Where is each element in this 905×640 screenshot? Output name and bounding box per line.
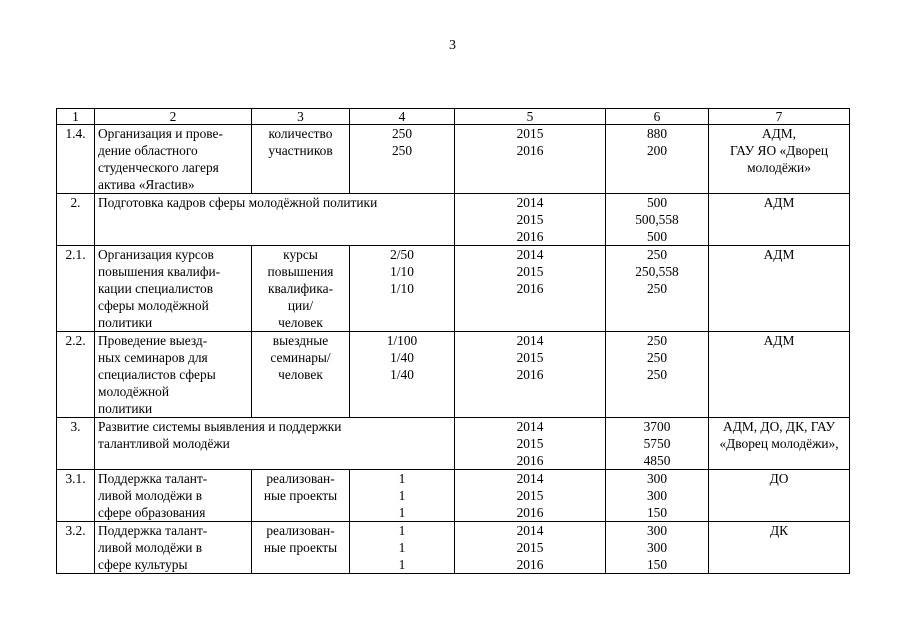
indicator-value-line: 1/40	[390, 367, 414, 382]
activity-name	[95, 194, 455, 246]
funding-amount	[606, 418, 709, 470]
indicator-value	[350, 332, 455, 418]
funding-amount-line: 880	[646, 126, 668, 141]
funding-amount-line: 250	[646, 247, 668, 262]
activity-name-line: ливой молодёжи в	[98, 488, 203, 503]
executor-line: «Дворец молодёжи»,	[719, 436, 839, 451]
indicator-value-line: 1	[398, 523, 406, 538]
indicator-value-line: 1/10	[390, 281, 414, 296]
activity-name-line: Организация курсов	[98, 247, 214, 262]
executor-line: ГАУ ЯО «Дворец	[729, 143, 829, 158]
indicator-line: ные проекты	[263, 488, 338, 503]
executor	[709, 125, 850, 194]
activity-name-line: Организация и прове-	[98, 126, 223, 141]
funding-amount-line: 250	[646, 333, 668, 348]
funding-amount-line: 500,558	[635, 212, 679, 227]
executor	[709, 246, 850, 332]
indicator-line: реализован-	[266, 523, 335, 538]
executor	[709, 194, 850, 246]
activity-name-line: дение областного	[98, 143, 198, 158]
indicator-line: ции/	[287, 298, 314, 313]
item-number: 3.1.	[57, 470, 95, 522]
activity-name-line: специалистов сферы	[98, 367, 216, 382]
funding-amount	[606, 522, 709, 574]
indicator	[252, 470, 350, 522]
year-line: 2016	[516, 505, 544, 520]
indicator-value-line: 1/40	[390, 350, 414, 365]
year-line: 2016	[516, 453, 544, 468]
indicator-line: участников	[268, 143, 333, 158]
year	[455, 125, 606, 194]
activity-name-line: Поддержка талант-	[98, 471, 208, 486]
funding-amount-line: 300	[646, 488, 668, 503]
year	[455, 470, 606, 522]
year	[455, 246, 606, 332]
year	[455, 418, 606, 470]
column-number-row	[57, 109, 850, 125]
activity-name-line: Развитие системы выявления и поддержки	[98, 419, 342, 434]
activity-name-line: Подготовка кадров сферы молодёжной политики	[98, 195, 378, 210]
funding-amount-line: 300	[646, 523, 668, 538]
funding-amount-line: 300	[646, 471, 668, 486]
funding-amount-line: 150	[646, 505, 668, 520]
year-line: 2016	[516, 143, 544, 158]
indicator-value-line: 2/50	[390, 247, 414, 262]
activity-name-line: ливой молодёжи в	[98, 540, 203, 555]
indicator	[252, 246, 350, 332]
table-row	[57, 418, 850, 470]
activity-name	[95, 125, 252, 194]
funding-amount-line: 150	[646, 557, 668, 572]
year-line: 2016	[516, 229, 544, 244]
indicator-value-line: 1	[398, 540, 406, 555]
indicator	[252, 522, 350, 574]
activity-name-line: сфере образования	[98, 505, 206, 520]
item-number: 3.2.	[57, 522, 95, 574]
indicator-line: курсы	[283, 247, 318, 262]
table-row	[57, 125, 850, 194]
item-number: 2.1.	[57, 246, 95, 332]
funding-amount-line: 4850	[643, 453, 671, 468]
year-line: 2016	[516, 281, 544, 296]
activity-name	[95, 418, 455, 470]
table-row	[57, 522, 850, 574]
year-line: 2016	[516, 367, 544, 382]
indicator-value-line: 1	[398, 557, 406, 572]
indicator-value-line: 1	[398, 505, 406, 520]
column-number-3: 3	[252, 109, 350, 125]
year-line: 2014	[516, 523, 544, 538]
executor-line: ДО	[769, 471, 789, 486]
funding-amount-line: 3700	[643, 419, 671, 434]
executor-line: ДК	[769, 523, 789, 538]
indicator-line: семинары/	[270, 350, 331, 365]
table-row	[57, 194, 850, 246]
executor-line: АДМ	[763, 333, 795, 348]
activity-name-line: политики	[98, 315, 153, 330]
funding-amount	[606, 194, 709, 246]
activity-name-line: политики	[98, 401, 153, 416]
funding-amount	[606, 246, 709, 332]
indicator-line: выездные	[272, 333, 329, 348]
year	[455, 522, 606, 574]
indicator-value-line: 250	[391, 126, 413, 141]
indicator-line: реализован-	[266, 471, 335, 486]
table-row	[57, 246, 850, 332]
funding-amount	[606, 125, 709, 194]
year-line: 2015	[516, 350, 544, 365]
indicator-line: квалифика-	[267, 281, 334, 296]
year-line: 2014	[516, 471, 544, 486]
year-line: 2015	[516, 540, 544, 555]
funding-amount-line: 500	[646, 229, 668, 244]
year-line: 2015	[516, 212, 544, 227]
executor-line: АДМ	[763, 247, 795, 262]
year-line: 2014	[516, 333, 544, 348]
indicator-line: ные проекты	[263, 540, 338, 555]
executor	[709, 522, 850, 574]
indicator	[252, 125, 350, 194]
year-line: 2016	[516, 557, 544, 572]
indicator-value-line: 1/10	[390, 264, 414, 279]
column-number-4: 4	[350, 109, 455, 125]
executor-line: АДМ,	[761, 126, 797, 141]
activity-name-line: студенческого лагеря	[98, 160, 219, 175]
column-number-6: 6	[606, 109, 709, 125]
funding-amount	[606, 332, 709, 418]
item-number: 2.2.	[57, 332, 95, 418]
indicator-value	[350, 522, 455, 574]
activity-name-line: повышения квалифи-	[98, 264, 221, 279]
indicator-line: повышения	[267, 264, 334, 279]
indicator-value	[350, 246, 455, 332]
funding-amount-line: 5750	[643, 436, 671, 451]
activity-name	[95, 470, 252, 522]
column-number-1: 1	[57, 109, 95, 125]
executor-line: АДМ	[763, 195, 795, 210]
activity-name-line: талантливой молодёжи	[98, 436, 230, 451]
executor	[709, 470, 850, 522]
table-row	[57, 332, 850, 418]
item-number: 3.	[57, 418, 95, 470]
activity-name	[95, 332, 252, 418]
indicator-value	[350, 125, 455, 194]
page-number: 3	[449, 38, 456, 53]
activity-name-line: кации специалистов	[98, 281, 214, 296]
year-line: 2014	[516, 419, 544, 434]
funding-amount-line: 250,558	[635, 264, 679, 279]
executor-line: АДМ, ДО, ДК, ГАУ	[723, 419, 835, 434]
indicator-value-line: 1	[398, 471, 406, 486]
column-number-5: 5	[455, 109, 606, 125]
funding-amount-line: 250	[646, 367, 668, 382]
year-line: 2015	[516, 488, 544, 503]
funding-amount-line: 300	[646, 540, 668, 555]
table-row	[57, 470, 850, 522]
activity-name-line: сферы молодёжной	[98, 298, 209, 313]
activity-name-line: Поддержка талант-	[98, 523, 208, 538]
executor	[709, 418, 850, 470]
executor-line: молодёжи»	[747, 160, 811, 175]
funding-amount	[606, 470, 709, 522]
year	[455, 332, 606, 418]
year-line: 2014	[516, 195, 544, 210]
indicator-value	[350, 470, 455, 522]
indicator-value-line: 1/100	[386, 333, 418, 348]
indicator-value-line: 250	[391, 143, 413, 158]
activity-name-line: молодёжной	[98, 384, 170, 399]
year-line: 2015	[516, 126, 544, 141]
activity-name-line: сфере культуры	[98, 557, 188, 572]
activity-name-line: актива «Яractив»	[98, 177, 195, 192]
indicator-line: человек	[278, 367, 323, 382]
funding-amount-line: 500	[646, 195, 668, 210]
year-line: 2015	[516, 436, 544, 451]
year-line: 2014	[516, 247, 544, 262]
activity-name	[95, 246, 252, 332]
executor	[709, 332, 850, 418]
funding-amount-line: 250	[646, 350, 668, 365]
indicator-line: человек	[278, 315, 323, 330]
funding-amount-line: 250	[646, 281, 668, 296]
year-line: 2015	[516, 264, 544, 279]
item-number: 1.4.	[57, 125, 95, 194]
indicator	[252, 332, 350, 418]
activity-name-line: Проведение выезд-	[98, 333, 208, 348]
indicator-line: количество	[268, 126, 333, 141]
item-number: 2.	[57, 194, 95, 246]
activity-name-line: ных семинаров для	[98, 350, 208, 365]
column-number-7: 7	[709, 109, 850, 125]
program-table	[56, 108, 850, 574]
funding-amount-line: 200	[646, 143, 668, 158]
column-number-2: 2	[95, 109, 252, 125]
indicator-value-line: 1	[398, 488, 406, 503]
year	[455, 194, 606, 246]
activity-name	[95, 522, 252, 574]
